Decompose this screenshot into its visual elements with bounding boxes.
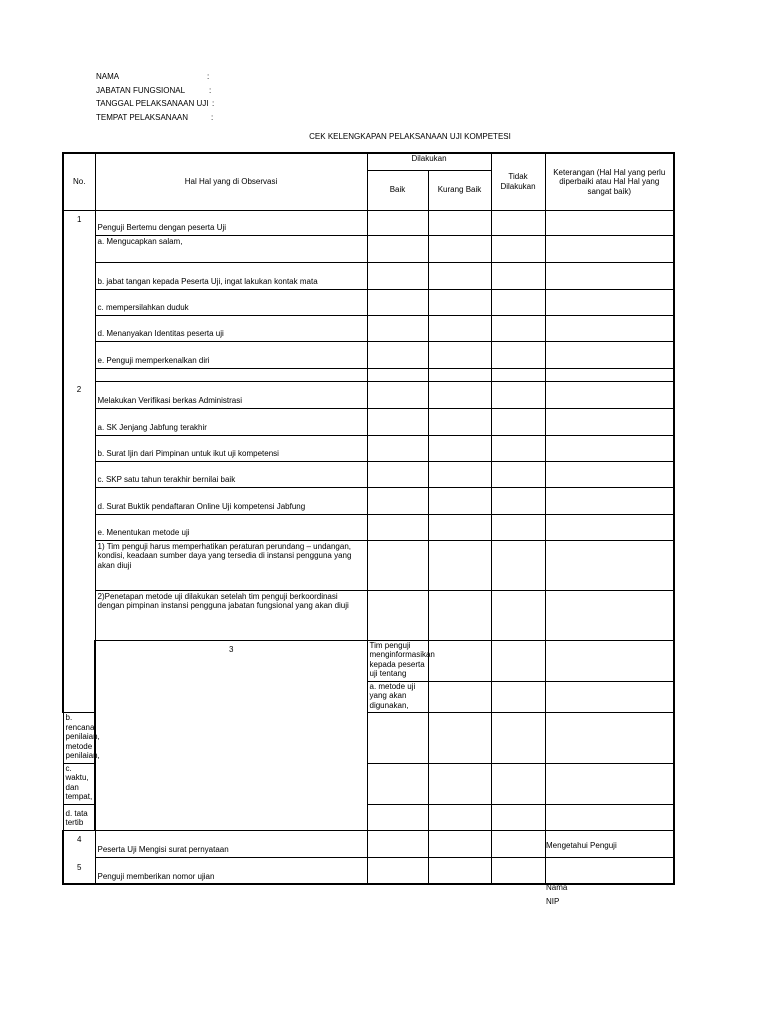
check-tidak-dilakukan[interactable] — [491, 381, 545, 408]
header-dilakukan: Dilakukan — [367, 153, 491, 170]
check-tidak-dilakukan[interactable] — [491, 210, 545, 235]
field-colon: : — [212, 99, 215, 108]
check-kurang-baik[interactable] — [491, 640, 545, 681]
observation-item: Penguji Bertemu dengan peserta Uji — [95, 210, 367, 235]
check-baik[interactable] — [428, 681, 491, 713]
check-baik[interactable] — [367, 381, 428, 408]
observation-item: d. tata tertib — [63, 804, 95, 830]
observation-item: e. Menentukan metode uji — [95, 514, 367, 540]
check-kurang-baik[interactable] — [428, 487, 491, 514]
check-kurang-baik[interactable] — [428, 289, 491, 315]
header-no: No. — [63, 153, 95, 210]
keterangan-cell[interactable] — [545, 763, 674, 804]
signature-name: Nama — [546, 883, 568, 892]
check-kurang-baik[interactable] — [428, 857, 491, 884]
check-tidak-dilakukan[interactable] — [491, 857, 545, 884]
check-kurang-baik[interactable] — [428, 262, 491, 289]
header-row — [63, 153, 674, 170]
check-tidak-dilakukan[interactable] — [491, 590, 545, 640]
check-tidak-dilakukan[interactable] — [491, 763, 545, 804]
field-colon: : — [211, 112, 214, 122]
header-kurang-baik: Kurang Baik — [428, 170, 491, 210]
check-kurang-baik[interactable] — [428, 341, 491, 368]
row-number: 2 — [63, 381, 95, 713]
check-kurang-baik[interactable] — [428, 763, 491, 804]
check-baik[interactable] — [367, 262, 428, 289]
keterangan-cell[interactable] — [545, 315, 674, 341]
table-row — [63, 640, 674, 681]
check-baik[interactable] — [428, 640, 491, 681]
signature-nip: NIP — [546, 897, 560, 906]
observation-item: b. Surat Ijin dari Pimpinan untuk ikut uji kompetensi — [95, 435, 367, 461]
check-kurang-baik[interactable] — [428, 830, 491, 857]
observation-item: a. Mengucapkan salam, — [95, 235, 367, 262]
keterangan-cell[interactable] — [545, 289, 674, 315]
table-row — [63, 590, 674, 640]
signature-label: Mengetahui Penguji — [546, 841, 617, 850]
table-row — [63, 262, 674, 289]
check-kurang-baik[interactable] — [428, 315, 491, 341]
check-baik[interactable] — [367, 857, 428, 884]
table-row — [63, 857, 674, 884]
check-baik[interactable] — [367, 763, 428, 804]
check-baik[interactable] — [367, 487, 428, 514]
keterangan-cell[interactable] — [545, 341, 674, 368]
field-label: TANGGAL PELAKSANAAN UJI — [96, 99, 209, 108]
field-label: TEMPAT PELAKSANAAN — [96, 112, 189, 122]
table-row — [63, 514, 674, 540]
table-row — [63, 461, 674, 487]
keterangan-cell[interactable] — [545, 435, 674, 461]
check-kurang-baik[interactable] — [428, 590, 491, 640]
observation-item: b. rencana penilaian, metode penilaian, — [63, 713, 95, 764]
check-baik[interactable] — [367, 830, 428, 857]
page-title: CEK KELENGKAPAN PELAKSANAAN UJI KOMPETESI — [309, 132, 511, 141]
check-tidak-dilakukan[interactable] — [491, 540, 545, 590]
check-kurang-baik[interactable] — [428, 804, 491, 830]
checklist-table — [62, 152, 675, 885]
table-row — [63, 289, 674, 315]
check-tidak-dilakukan[interactable] — [491, 341, 545, 368]
row-number: 3 — [95, 640, 367, 830]
observation-item: b. jabat tangan kepada Peserta Uji, ingat lakukan kontak mata — [95, 262, 367, 289]
keterangan-cell[interactable] — [545, 461, 674, 487]
observation-item: d. Surat Buktik pendaftaran Online Uji kompetensi Jabfung — [95, 487, 367, 514]
table-row — [63, 408, 674, 435]
table-row — [63, 235, 674, 262]
observation-item: 1) Tim penguji harus memperhatikan peraturan perundang – undangan, kondisi, keadaan sumber daya yang tersedia di instansi pengguna yang akan diuji — [95, 540, 367, 590]
check-tidak-dilakukan[interactable] — [491, 262, 545, 289]
keterangan-cell[interactable] — [545, 713, 674, 764]
keterangan-cell[interactable] — [545, 487, 674, 514]
field-label: NAMA — [96, 72, 120, 81]
observation-item: Penguji memberikan nomor ujian — [95, 857, 367, 884]
check-tidak-dilakukan[interactable] — [545, 640, 674, 681]
header-keterangan: Keterangan (Hal Hal yang perlu diperbaiki atau Hal Hal yang sangat baik) — [545, 153, 674, 210]
header-observasi: Hal Hal yang di Observasi — [95, 153, 367, 210]
observation-item: c. mempersilahkan duduk — [95, 289, 367, 315]
row-number: 5 — [63, 857, 95, 884]
check-baik[interactable] — [367, 341, 428, 368]
check-baik[interactable] — [367, 210, 428, 235]
check-tidak-dilakukan[interactable] — [491, 461, 545, 487]
observation-item: Tim penguji menginformasikan kepada peserta uji tentang — [367, 640, 428, 681]
check-baik[interactable] — [367, 713, 428, 764]
check-kurang-baik[interactable] — [428, 381, 491, 408]
check-baik[interactable] — [367, 540, 428, 590]
check-kurang-baik[interactable] — [428, 210, 491, 235]
check-kurang-baik[interactable] — [428, 235, 491, 262]
check-baik[interactable] — [367, 461, 428, 487]
observation-item: Peserta Uji Mengisi surat pernyataan — [95, 830, 367, 857]
keterangan-cell[interactable] — [545, 235, 674, 262]
check-kurang-baik[interactable] — [428, 713, 491, 764]
check-baik[interactable] — [367, 514, 428, 540]
keterangan-cell[interactable] — [545, 408, 674, 435]
observation-item: 2)Penetapan metode uji dilakukan setelah tim penguji berkoordinasi dengan pimpinan instansi pengguna jabatan fungsional yang akan diuji — [95, 590, 367, 640]
table-row-spacer — [63, 368, 674, 381]
check-tidak-dilakukan[interactable] — [491, 289, 545, 315]
check-kurang-baik[interactable] — [491, 681, 545, 713]
check-kurang-baik[interactable] — [428, 408, 491, 435]
check-tidak-dilakukan[interactable] — [491, 514, 545, 540]
check-baik[interactable] — [367, 289, 428, 315]
observation-item: a. metode uji yang akan digunakan, — [367, 681, 428, 713]
keterangan-cell[interactable] — [545, 210, 674, 235]
table-row — [63, 210, 674, 235]
observation-item: c. SKP satu tahun terakhir bernilai baik — [95, 461, 367, 487]
field-colon: : — [207, 72, 210, 81]
keterangan-cell[interactable] — [545, 381, 674, 408]
check-tidak-dilakukan[interactable] — [491, 435, 545, 461]
keterangan-cell[interactable] — [545, 804, 674, 830]
row-number: 1 — [63, 210, 95, 381]
field-colon: : — [209, 85, 212, 95]
check-kurang-baik[interactable] — [428, 540, 491, 590]
field-label: JABATAN FUNGSIONAL — [96, 85, 186, 95]
check-baik[interactable] — [367, 804, 428, 830]
keterangan-cell[interactable] — [545, 857, 674, 884]
check-baik[interactable] — [367, 408, 428, 435]
table-row — [63, 435, 674, 461]
check-kurang-baik[interactable] — [428, 514, 491, 540]
table-row — [63, 540, 674, 590]
check-tidak-dilakukan[interactable] — [491, 235, 545, 262]
observation-item: c. waktu, dan tempat, — [63, 763, 95, 804]
observation-item: e. Penguji memperkenalkan diri — [95, 341, 367, 368]
keterangan-cell[interactable] — [545, 262, 674, 289]
check-baik[interactable] — [367, 315, 428, 341]
check-baik[interactable] — [367, 590, 428, 640]
check-tidak-dilakukan[interactable] — [491, 315, 545, 341]
table-row — [63, 341, 674, 368]
observation-item: a. SK Jenjang Jabfung terakhir — [95, 408, 367, 435]
table-row — [63, 315, 674, 341]
check-tidak-dilakukan[interactable] — [545, 681, 674, 713]
check-tidak-dilakukan[interactable] — [491, 804, 545, 830]
check-baik[interactable] — [367, 435, 428, 461]
table-row — [63, 381, 674, 408]
check-tidak-dilakukan[interactable] — [491, 408, 545, 435]
check-tidak-dilakukan[interactable] — [491, 713, 545, 764]
keterangan-cell[interactable] — [545, 590, 674, 640]
row-number: 4 — [63, 830, 95, 857]
header-baik: Baik — [367, 170, 428, 210]
keterangan-cell[interactable] — [545, 540, 674, 590]
keterangan-cell[interactable] — [545, 514, 674, 540]
check-baik[interactable] — [367, 235, 428, 262]
table-row — [63, 487, 674, 514]
check-tidak-dilakukan[interactable] — [491, 487, 545, 514]
observation-item: Melakukan Verifikasi berkas Administrasi — [95, 381, 367, 408]
check-kurang-baik[interactable] — [428, 461, 491, 487]
header-tidak-dilakukan: Tidak Dilakukan — [491, 153, 545, 210]
check-kurang-baik[interactable] — [428, 435, 491, 461]
observation-item: d. Menanyakan Identitas peserta uji — [95, 315, 367, 341]
check-tidak-dilakukan[interactable] — [491, 830, 545, 857]
